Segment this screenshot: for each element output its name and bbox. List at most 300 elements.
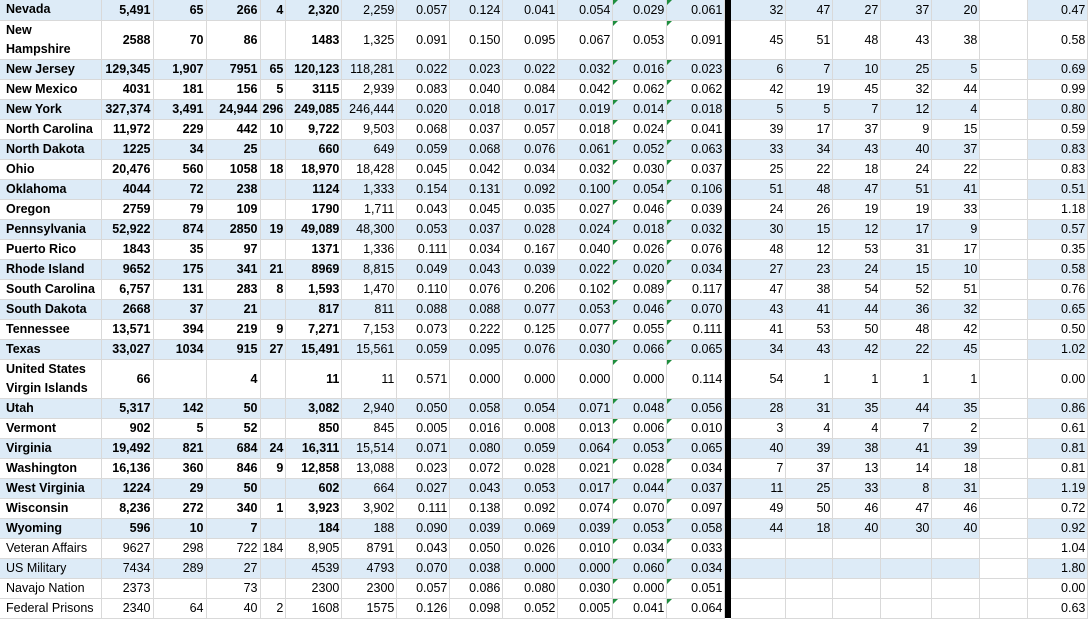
table-cell[interactable]: 15,561: [342, 339, 397, 359]
table-cell[interactable]: 0.114: [667, 359, 725, 398]
table-cell[interactable]: 43: [731, 299, 786, 319]
table-row[interactable]: [0, 139, 1088, 159]
table-cell[interactable]: 37: [932, 139, 980, 159]
table-cell[interactable]: 8969: [286, 259, 342, 279]
row-label-cell[interactable]: Ohio: [0, 159, 101, 179]
table-cell[interactable]: 24: [833, 259, 881, 279]
table-cell[interactable]: 7,153: [342, 319, 397, 339]
table-cell[interactable]: 120,123: [286, 59, 342, 79]
table-cell[interactable]: 0.023: [397, 458, 450, 478]
table-cell[interactable]: 0.041: [613, 598, 667, 618]
table-cell[interactable]: 1843: [101, 239, 153, 259]
table-cell[interactable]: 23: [786, 259, 833, 279]
table-cell[interactable]: [731, 578, 786, 598]
table-cell[interactable]: 18: [833, 159, 881, 179]
table-cell[interactable]: 1: [833, 359, 881, 398]
table-cell[interactable]: 0.042: [450, 159, 503, 179]
table-cell[interactable]: 0.070: [667, 299, 725, 319]
table-cell[interactable]: 0.057: [397, 0, 450, 20]
table-cell[interactable]: [833, 598, 881, 618]
table-cell[interactable]: 3: [731, 418, 786, 438]
table-cell[interactable]: 34: [153, 139, 206, 159]
table-cell[interactable]: [260, 139, 286, 159]
table-cell[interactable]: 34: [786, 139, 833, 159]
table-cell[interactable]: [153, 359, 206, 398]
table-cell-empty[interactable]: [980, 119, 1028, 139]
table-cell[interactable]: 1124: [286, 179, 342, 199]
table-cell[interactable]: 156: [206, 79, 260, 99]
table-cell[interactable]: [833, 538, 881, 558]
table-cell[interactable]: 2668: [101, 299, 153, 319]
table-cell[interactable]: 19: [260, 219, 286, 239]
row-label-cell[interactable]: New Hampshire: [0, 20, 101, 59]
table-cell[interactable]: 0.154: [397, 179, 450, 199]
table-cell[interactable]: 0.35: [1028, 239, 1088, 259]
table-cell[interactable]: [260, 398, 286, 418]
table-cell-empty[interactable]: [980, 558, 1028, 578]
table-cell[interactable]: 0.017: [503, 99, 558, 119]
table-cell[interactable]: 602: [286, 478, 342, 498]
table-cell[interactable]: 0.83: [1028, 159, 1088, 179]
table-cell[interactable]: 30: [881, 518, 932, 538]
table-cell[interactable]: 0.023: [450, 59, 503, 79]
table-cell[interactable]: 1.19: [1028, 478, 1088, 498]
table-cell[interactable]: 0.060: [613, 558, 667, 578]
table-cell[interactable]: 18: [932, 458, 980, 478]
table-cell[interactable]: 0.026: [503, 538, 558, 558]
row-label-cell[interactable]: Utah: [0, 398, 101, 418]
table-cell[interactable]: 43: [881, 20, 932, 59]
table-cell[interactable]: [731, 538, 786, 558]
table-cell[interactable]: 53: [833, 239, 881, 259]
row-label-cell[interactable]: United States Virgin Islands: [0, 359, 101, 398]
table-row[interactable]: [0, 259, 1088, 279]
table-cell[interactable]: 0.095: [503, 20, 558, 59]
table-cell[interactable]: 0.053: [503, 478, 558, 498]
table-cell[interactable]: 0.057: [503, 119, 558, 139]
table-cell[interactable]: 4539: [286, 558, 342, 578]
table-cell[interactable]: 0.61: [1028, 418, 1088, 438]
table-cell[interactable]: 0.092: [503, 179, 558, 199]
table-cell[interactable]: 39: [932, 438, 980, 458]
table-cell[interactable]: [260, 518, 286, 538]
table-cell[interactable]: 47: [731, 279, 786, 299]
table-cell[interactable]: 0.111: [397, 239, 450, 259]
table-cell[interactable]: 0.090: [397, 518, 450, 538]
table-cell[interactable]: 340: [206, 498, 260, 518]
table-cell[interactable]: 181: [153, 79, 206, 99]
table-cell-empty[interactable]: [980, 0, 1028, 20]
table-cell[interactable]: 821: [153, 438, 206, 458]
table-cell[interactable]: [932, 558, 980, 578]
table-cell[interactable]: [153, 578, 206, 598]
table-cell[interactable]: [260, 20, 286, 59]
table-row[interactable]: [0, 20, 1088, 59]
table-cell[interactable]: 31: [932, 478, 980, 498]
table-cell[interactable]: 846: [206, 458, 260, 478]
table-cell[interactable]: 266: [206, 0, 260, 20]
row-label-cell[interactable]: Veteran Affairs: [0, 538, 101, 558]
table-cell[interactable]: 296: [260, 99, 286, 119]
table-cell[interactable]: 0.052: [503, 598, 558, 618]
table-cell[interactable]: 0.070: [613, 498, 667, 518]
table-cell[interactable]: 142: [153, 398, 206, 418]
table-cell[interactable]: 360: [153, 458, 206, 478]
table-cell[interactable]: 37: [881, 0, 932, 20]
table-cell[interactable]: 48: [881, 319, 932, 339]
row-label-cell[interactable]: New York: [0, 99, 101, 119]
table-cell[interactable]: 0.039: [558, 518, 613, 538]
table-cell[interactable]: [786, 578, 833, 598]
table-cell[interactable]: 0.028: [503, 219, 558, 239]
table-cell[interactable]: 11: [731, 478, 786, 498]
table-cell[interactable]: 0.126: [397, 598, 450, 618]
table-cell[interactable]: 1608: [286, 598, 342, 618]
row-label-cell[interactable]: Nevada: [0, 0, 101, 20]
table-cell[interactable]: 10: [932, 259, 980, 279]
table-cell[interactable]: 73: [206, 578, 260, 598]
table-cell[interactable]: 18: [260, 159, 286, 179]
table-cell[interactable]: 41: [786, 299, 833, 319]
table-cell[interactable]: 2373: [101, 578, 153, 598]
table-cell[interactable]: 24,944: [206, 99, 260, 119]
table-cell[interactable]: 596: [101, 518, 153, 538]
table-cell[interactable]: 0.050: [397, 398, 450, 418]
table-cell[interactable]: 0.030: [558, 339, 613, 359]
table-cell[interactable]: 0.63: [1028, 598, 1088, 618]
table-cell[interactable]: 3,491: [153, 99, 206, 119]
table-cell[interactable]: 0.077: [558, 319, 613, 339]
table-cell[interactable]: 0.068: [397, 119, 450, 139]
table-cell[interactable]: 0.027: [558, 199, 613, 219]
table-cell[interactable]: 29: [153, 478, 206, 498]
table-cell[interactable]: 4044: [101, 179, 153, 199]
table-cell[interactable]: 40: [833, 518, 881, 538]
table-cell[interactable]: 0.064: [558, 438, 613, 458]
table-cell[interactable]: 0.057: [397, 578, 450, 598]
table-cell[interactable]: 0.043: [397, 538, 450, 558]
table-cell[interactable]: 560: [153, 159, 206, 179]
row-label-cell[interactable]: West Virginia: [0, 478, 101, 498]
table-cell[interactable]: 4: [833, 418, 881, 438]
table-cell-empty[interactable]: [980, 398, 1028, 418]
table-cell-empty[interactable]: [980, 179, 1028, 199]
table-cell[interactable]: 649: [342, 139, 397, 159]
table-cell[interactable]: 0.076: [450, 279, 503, 299]
table-cell[interactable]: 47: [833, 179, 881, 199]
table-cell[interactable]: 0.020: [613, 259, 667, 279]
table-cell[interactable]: 40: [731, 438, 786, 458]
table-cell[interactable]: 72: [153, 179, 206, 199]
table-cell[interactable]: 0.006: [613, 418, 667, 438]
table-cell[interactable]: 40: [206, 598, 260, 618]
table-cell[interactable]: 0.049: [397, 259, 450, 279]
table-cell[interactable]: 97: [206, 239, 260, 259]
table-cell[interactable]: 0.016: [450, 418, 503, 438]
table-cell[interactable]: 5: [260, 79, 286, 99]
table-cell[interactable]: 7: [731, 458, 786, 478]
table-cell[interactable]: 40: [932, 518, 980, 538]
row-label-cell[interactable]: South Dakota: [0, 299, 101, 319]
table-cell[interactable]: 1225: [101, 139, 153, 159]
row-label-cell[interactable]: Puerto Rico: [0, 239, 101, 259]
table-row[interactable]: [0, 59, 1088, 79]
table-cell[interactable]: 0.074: [558, 498, 613, 518]
table-cell[interactable]: 14: [881, 458, 932, 478]
table-cell[interactable]: 27: [833, 0, 881, 20]
table-cell[interactable]: 850: [286, 418, 342, 438]
table-cell[interactable]: 9652: [101, 259, 153, 279]
table-cell[interactable]: 49: [731, 498, 786, 518]
table-cell[interactable]: 43: [833, 139, 881, 159]
table-cell[interactable]: 915: [206, 339, 260, 359]
table-cell[interactable]: 66: [101, 359, 153, 398]
table-cell[interactable]: 70: [153, 20, 206, 59]
table-cell[interactable]: [881, 538, 932, 558]
table-cell[interactable]: 25: [731, 159, 786, 179]
table-cell[interactable]: 50: [206, 478, 260, 498]
table-cell[interactable]: 3,923: [286, 498, 342, 518]
table-cell[interactable]: 79: [153, 199, 206, 219]
table-cell[interactable]: 51: [932, 279, 980, 299]
table-cell[interactable]: 0.005: [397, 418, 450, 438]
table-cell[interactable]: 0.063: [667, 139, 725, 159]
table-cell[interactable]: 0.000: [503, 558, 558, 578]
table-cell[interactable]: 15: [881, 259, 932, 279]
table-cell[interactable]: 0.131: [450, 179, 503, 199]
table-row[interactable]: [0, 418, 1088, 438]
table-cell[interactable]: 47: [881, 498, 932, 518]
table-cell[interactable]: 0.077: [503, 299, 558, 319]
table-cell[interactable]: 7: [881, 418, 932, 438]
table-cell-empty[interactable]: [980, 438, 1028, 458]
table-cell[interactable]: 24: [260, 438, 286, 458]
table-row[interactable]: [0, 558, 1088, 578]
table-cell[interactable]: 0.037: [450, 219, 503, 239]
table-cell[interactable]: [260, 359, 286, 398]
table-cell[interactable]: 0.020: [397, 99, 450, 119]
table-cell[interactable]: 1371: [286, 239, 342, 259]
table-cell[interactable]: 2300: [286, 578, 342, 598]
table-cell[interactable]: 0.024: [558, 219, 613, 239]
table-cell[interactable]: 48: [786, 179, 833, 199]
table-cell[interactable]: 9: [881, 119, 932, 139]
table-cell[interactable]: 19: [881, 199, 932, 219]
table-cell[interactable]: 31: [881, 239, 932, 259]
table-cell[interactable]: 65: [153, 0, 206, 20]
table-cell[interactable]: 660: [286, 139, 342, 159]
table-cell[interactable]: 0.048: [613, 398, 667, 418]
table-cell[interactable]: 0.040: [558, 239, 613, 259]
table-cell[interactable]: 0.106: [667, 179, 725, 199]
table-cell[interactable]: 20,476: [101, 159, 153, 179]
table-cell[interactable]: 9: [932, 219, 980, 239]
table-cell[interactable]: 0.045: [397, 159, 450, 179]
row-label-cell[interactable]: Virginia: [0, 438, 101, 458]
table-cell[interactable]: [260, 239, 286, 259]
table-cell[interactable]: 0.046: [613, 199, 667, 219]
table-cell[interactable]: 0.81: [1028, 458, 1088, 478]
table-cell[interactable]: 1.80: [1028, 558, 1088, 578]
table-cell[interactable]: [260, 558, 286, 578]
table-cell[interactable]: 27: [731, 259, 786, 279]
table-cell[interactable]: 1034: [153, 339, 206, 359]
table-cell[interactable]: 0.030: [613, 159, 667, 179]
table-cell[interactable]: [731, 598, 786, 618]
table-cell[interactable]: 27: [260, 339, 286, 359]
table-cell[interactable]: 54: [833, 279, 881, 299]
table-cell[interactable]: 0.069: [503, 518, 558, 538]
table-cell[interactable]: 0.055: [613, 319, 667, 339]
table-cell[interactable]: 39: [786, 438, 833, 458]
table-cell[interactable]: [260, 418, 286, 438]
table-cell[interactable]: 32: [731, 0, 786, 20]
table-cell[interactable]: 44: [932, 79, 980, 99]
table-cell[interactable]: 0.040: [450, 79, 503, 99]
table-cell[interactable]: 48: [833, 20, 881, 59]
table-cell[interactable]: 22: [881, 339, 932, 359]
table-cell[interactable]: 1,711: [342, 199, 397, 219]
table-cell[interactable]: 21: [260, 259, 286, 279]
table-cell[interactable]: 7: [206, 518, 260, 538]
table-cell[interactable]: 8791: [342, 538, 397, 558]
table-cell[interactable]: 45: [833, 79, 881, 99]
table-cell[interactable]: 2: [932, 418, 980, 438]
table-cell[interactable]: 0.008: [503, 418, 558, 438]
table-cell[interactable]: 15,491: [286, 339, 342, 359]
table-cell[interactable]: 0.072: [450, 458, 503, 478]
table-cell[interactable]: 0.51: [1028, 179, 1088, 199]
table-cell[interactable]: 0.021: [558, 458, 613, 478]
row-label-cell[interactable]: Federal Prisons: [0, 598, 101, 618]
table-cell[interactable]: 7434: [101, 558, 153, 578]
table-cell[interactable]: 17: [786, 119, 833, 139]
table-cell[interactable]: 0.080: [503, 578, 558, 598]
table-cell[interactable]: 845: [342, 418, 397, 438]
table-cell[interactable]: 0.037: [667, 159, 725, 179]
table-cell[interactable]: 0.071: [397, 438, 450, 458]
table-cell[interactable]: 0.066: [613, 339, 667, 359]
table-cell[interactable]: 131: [153, 279, 206, 299]
table-cell[interactable]: 0.000: [613, 359, 667, 398]
table-cell[interactable]: 3,082: [286, 398, 342, 418]
table-cell[interactable]: 35: [153, 239, 206, 259]
table-cell[interactable]: 3115: [286, 79, 342, 99]
table-row[interactable]: [0, 159, 1088, 179]
table-cell[interactable]: 17: [932, 239, 980, 259]
table-cell[interactable]: 0.080: [450, 438, 503, 458]
table-cell[interactable]: [260, 299, 286, 319]
table-cell[interactable]: 52: [881, 279, 932, 299]
row-label-cell[interactable]: North Dakota: [0, 139, 101, 159]
table-cell[interactable]: [881, 558, 932, 578]
table-cell[interactable]: 30: [731, 219, 786, 239]
table-cell[interactable]: 0.102: [558, 279, 613, 299]
table-cell[interactable]: 0.026: [613, 239, 667, 259]
table-cell[interactable]: 0.65: [1028, 299, 1088, 319]
table-cell[interactable]: 41: [932, 179, 980, 199]
table-cell-empty[interactable]: [980, 139, 1028, 159]
table-cell[interactable]: 38: [833, 438, 881, 458]
row-label-cell[interactable]: Tennessee: [0, 319, 101, 339]
table-row[interactable]: [0, 79, 1088, 99]
table-cell[interactable]: 24: [731, 199, 786, 219]
row-label-cell[interactable]: Wyoming: [0, 518, 101, 538]
table-cell[interactable]: 0.206: [503, 279, 558, 299]
table-cell-empty[interactable]: [980, 159, 1028, 179]
table-cell[interactable]: 39: [731, 119, 786, 139]
table-cell[interactable]: 34: [731, 339, 786, 359]
table-cell[interactable]: 8,815: [342, 259, 397, 279]
table-cell[interactable]: 0.059: [397, 339, 450, 359]
table-cell[interactable]: 0.086: [450, 578, 503, 598]
table-cell[interactable]: 9627: [101, 538, 153, 558]
table-cell[interactable]: 36: [881, 299, 932, 319]
table-cell[interactable]: 33: [932, 199, 980, 219]
table-cell[interactable]: 1483: [286, 20, 342, 59]
table-cell[interactable]: 0.092: [503, 498, 558, 518]
table-cell[interactable]: [932, 578, 980, 598]
row-label-cell[interactable]: Vermont: [0, 418, 101, 438]
table-cell[interactable]: 2,259: [342, 0, 397, 20]
table-row[interactable]: [0, 239, 1088, 259]
table-row[interactable]: [0, 119, 1088, 139]
table-cell[interactable]: 35: [833, 398, 881, 418]
table-cell[interactable]: 49,089: [286, 219, 342, 239]
table-cell[interactable]: 10: [153, 518, 206, 538]
table-row[interactable]: [0, 199, 1088, 219]
table-cell[interactable]: 0.024: [613, 119, 667, 139]
table-cell[interactable]: 47: [786, 0, 833, 20]
table-cell[interactable]: 46: [932, 498, 980, 518]
row-label-cell[interactable]: Rhode Island: [0, 259, 101, 279]
table-cell[interactable]: [731, 558, 786, 578]
table-row[interactable]: [0, 279, 1088, 299]
table-cell[interactable]: 33,027: [101, 339, 153, 359]
table-cell-empty[interactable]: [980, 578, 1028, 598]
table-cell[interactable]: 32: [932, 299, 980, 319]
table-cell[interactable]: 1: [786, 359, 833, 398]
table-row[interactable]: [0, 359, 1088, 398]
table-cell[interactable]: 9: [260, 458, 286, 478]
table-cell[interactable]: 45: [731, 20, 786, 59]
table-cell[interactable]: 20: [932, 0, 980, 20]
table-row[interactable]: [0, 219, 1088, 239]
table-cell[interactable]: 0.138: [450, 498, 503, 518]
table-cell[interactable]: 6,757: [101, 279, 153, 299]
table-cell[interactable]: 272: [153, 498, 206, 518]
table-cell[interactable]: 0.034: [667, 458, 725, 478]
table-cell[interactable]: 44: [731, 518, 786, 538]
table-cell[interactable]: 11: [286, 359, 342, 398]
table-cell[interactable]: 0.019: [558, 99, 613, 119]
table-cell[interactable]: 2,940: [342, 398, 397, 418]
table-cell[interactable]: 37: [833, 119, 881, 139]
row-label-cell[interactable]: New Jersey: [0, 59, 101, 79]
table-cell[interactable]: 8: [260, 279, 286, 299]
table-cell[interactable]: 25: [786, 478, 833, 498]
table-row[interactable]: [0, 99, 1088, 119]
table-cell[interactable]: 0.053: [613, 438, 667, 458]
table-cell[interactable]: 129,345: [101, 59, 153, 79]
table-cell[interactable]: 33: [731, 139, 786, 159]
table-cell[interactable]: 15,514: [342, 438, 397, 458]
table-cell[interactable]: 0.053: [613, 518, 667, 538]
table-cell[interactable]: 18,970: [286, 159, 342, 179]
table-cell[interactable]: 8,905: [286, 538, 342, 558]
table-cell[interactable]: 0.068: [450, 139, 503, 159]
table-cell[interactable]: 0.043: [450, 478, 503, 498]
